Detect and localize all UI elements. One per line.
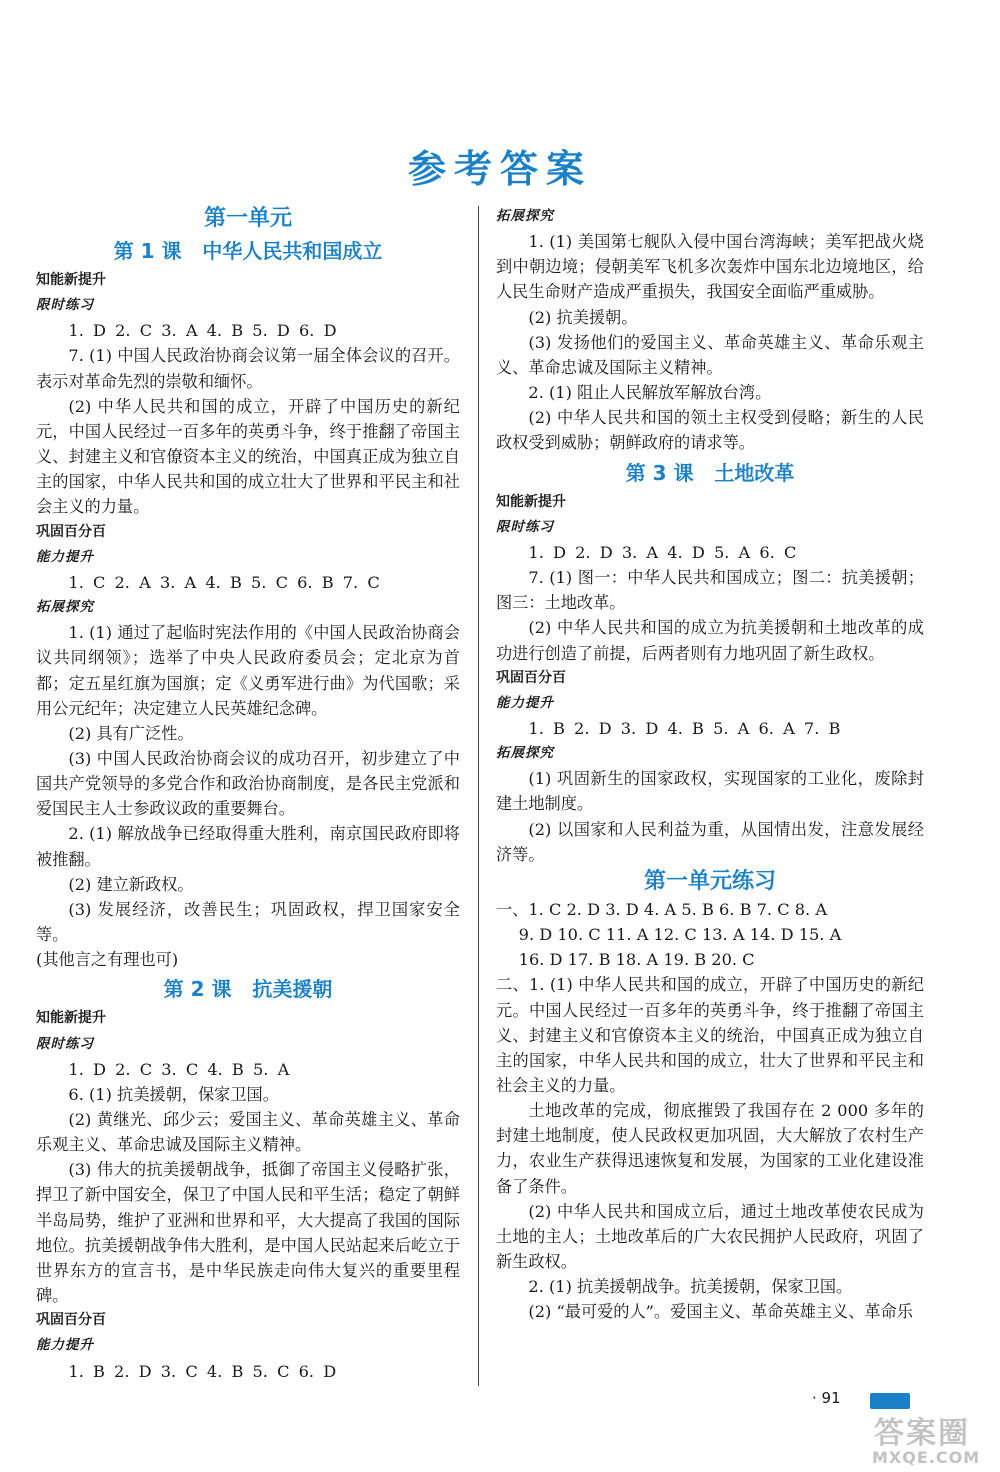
- subsection-label: 拓展探究: [496, 208, 554, 224]
- page-tab-marker: [870, 1393, 910, 1409]
- page-number: · 91: [812, 1389, 841, 1407]
- answer-paragraph: 1. (1) 美国第七舰队入侵中国台湾海峡；美军把战火烧到中朝边境；侵朝美军飞机多次轰炸中国东北边境地区，给人民生命财产造成严重损失，我国安全面临严重威胁。: [496, 232, 924, 302]
- section-label: 知能新提升: [496, 493, 566, 510]
- section-label: 知能新提升: [36, 272, 106, 288]
- answer-paragraph: 6. (1) 抗美援朝，保家卫国。: [68, 1084, 279, 1104]
- section-label: 知能新提升: [36, 1010, 106, 1027]
- answer-paragraph: 2. (1) 解放战争已经取得重大胜利，南京国民政府即将被推翻。: [36, 824, 460, 869]
- answer-paragraph: 7. (1) 图一：中华人民共和国成立；图二：抗美援朝；图三：土地改革。: [496, 568, 924, 613]
- answer-paragraph: (其他言之有理也可): [36, 950, 179, 970]
- answer-paragraph: 二、1. (1) 中华人民共和国的成立，开辟了中国历史的新纪元。中国人民经过一百多年的英勇斗争，终于推翻了帝国主义、封建主义和官僚资本主义的统治，中国真正成为独立自主的国家，中华人民共和国的成立，壮大了世界和平民主和社会主义的力量。: [496, 975, 924, 1095]
- answer-line: 9. D 10. C 11. A 12. C 13. A 14. D 15. A: [518, 925, 842, 945]
- subsection-label: 限时练习: [496, 518, 554, 535]
- left-column: [36, 204, 460, 1384]
- subsection-label: 拓展探究: [36, 599, 94, 616]
- answer-paragraph: (2) “最可爱的人”。爱国主义、革命英雄主义、革命乐: [528, 1302, 913, 1322]
- answer-line: 1. B 2. D 3. C 4. B 5. C 6. D: [68, 1361, 337, 1381]
- column-divider: [478, 206, 479, 1386]
- watermark-logo: [868, 1408, 996, 1468]
- subsection-label: 限时练习: [36, 297, 94, 314]
- answer-paragraph: (2) 具有广泛性。: [68, 723, 194, 743]
- answer-line: 1. B 2. D 3. D 4. B 5. A 6. A 7. B: [528, 718, 841, 738]
- lesson-title: 第 3 课 土地改革: [625, 460, 795, 485]
- answer-line: 16. D 17. B 18. A 19. B 20. C: [518, 950, 755, 970]
- answer-line: 1. C 2. A 3. A 4. B 5. C 6. B 7. C: [68, 572, 380, 592]
- answer-paragraph: 一、1. C 2. D 3. D 4. A 5. B 6. B 7. C 8. A: [496, 899, 828, 919]
- subsection-label: 能力提升: [36, 548, 94, 565]
- answer-paragraph: (2) 中华人民共和国的成立为抗美援朝和土地改革的成功进行创造了前提，后两者则有力地巩固了新生政权。: [496, 618, 924, 663]
- watermark-line2: MXQE.COM: [872, 1448, 981, 1467]
- answer-paragraph: 1. (1) 通过了起临时宪法作用的《中国人民政治协商会议共同纲领》；选举了中央人民政府委员会；定北京为首都；定五星红旗为国旗；定《义勇军进行曲》为代国歌；采用公元纪年；决定建立人民英雄纪念碑。: [36, 623, 460, 718]
- answer-paragraph: (2) 黄继光、邱少云；爱国主义、革命英雄主义、革命乐观主义、革命忠诚及国际主义精神。: [36, 1110, 460, 1155]
- answer-paragraph: (1) 巩固新生的国家政权，实现国家的工业化，废除封建土地制度。: [496, 769, 924, 814]
- answer-line: 1. D 2. C 3. A 4. B 5. D 6. D: [68, 321, 337, 341]
- section-label: 巩固百分百: [36, 523, 106, 540]
- lesson-title: 第 2 课 抗美援朝: [163, 977, 333, 1002]
- answer-paragraph: (2) 中华人民共和国成立后，通过土地改革使农民成为土地的主人；土地改革后的广大农民拥护人民政府，巩固了新生政权。: [496, 1201, 924, 1272]
- watermark-line1: 答案圈: [874, 1416, 970, 1451]
- answer-paragraph: (2) 以国家和人民利益为重，从国情出发，注意发展经济等。: [496, 819, 924, 864]
- unit-title: 第一单元: [203, 206, 292, 231]
- right-column: [496, 204, 924, 1325]
- subsection-label: 拓展探究: [496, 745, 554, 762]
- answer-paragraph: (2) 中华人民共和国的成立，开辟了中国历史的新纪元，中国人民经过一百多年的英勇斗争，终于推翻了帝国主义、封建主义和官僚资本主义的统治，中国真正成为独立自主的国家，中华人民共和国的成立壮大了世界和平民主和社会主义的力量。: [36, 396, 460, 517]
- answer-paragraph: (3) 发展经济，改善民生；巩固政权，捍卫国家安全等。: [36, 899, 460, 945]
- answer-paragraph: (3) 伟大的抗美援朝战争，抵御了帝国主义侵略扩张，捍卫了新中国安全，保卫了中国人民和平生活；稳定了朝鲜半岛局势，维护了亚洲和世界和平，大大提高了我国的国际地位。抗美援朝战争伟大胜利，是中国人民站起来后屹立于世界东方的宣言书，是中华民族走向伟大复兴的重要里程碑。: [36, 1160, 460, 1306]
- answer-paragraph: 2. (1) 阻止人民解放军解放台湾。: [528, 383, 772, 403]
- answer-paragraph: (3) 发扬他们的爱国主义、革命英雄主义、革命乐观主义、革命忠诚及国际主义精神。: [496, 332, 924, 377]
- answer-line: 1. D 2. C 3. C 4. B 5. A: [68, 1059, 290, 1079]
- answer-paragraph: 7. (1) 中国人民政治协商会议第一届全体会议的召开。表示对革命先烈的崇敬和缅怀。: [36, 346, 460, 391]
- section-label: 巩固百分百: [496, 669, 566, 686]
- answer-line: 1. D 2. D 3. A 4. D 5. A 6. C: [528, 542, 797, 562]
- unit-title: 第一单元练习: [643, 868, 776, 894]
- page-title: 参考答案: [407, 147, 592, 191]
- answer-paragraph: (3) 中国人民政治协商会议的成功召开，初步建立了中国共产党领导的多党合作和政治协商制度，是各民主党派和爱国民主人士参政议政的重要舞台。: [36, 748, 460, 819]
- lesson-title: 第 1 课 中华人民共和国成立: [113, 239, 383, 263]
- answer-paragraph: (2) 中华人民共和国的领土主权受到侵略；新生的人民政权受到威胁；朝鲜政府的请求等。: [496, 408, 924, 453]
- answer-paragraph: 土地改革的完成，彻底摧毁了我国存在 2 000 多年的封建土地制度，使人民政权更加巩固，大大解放了农村生产力，农业生产获得迅速恢复和发展，为国家的工业化建设准备了条件。: [496, 1101, 924, 1196]
- answer-paragraph: (2) 抗美援朝。: [528, 307, 638, 327]
- answer-paragraph: (2) 建立新政权。: [68, 874, 194, 894]
- section-label: 巩固百分百: [36, 1312, 106, 1329]
- answer-paragraph: 2. (1) 抗美援朝战争。抗美援朝，保家卫国。: [528, 1277, 853, 1297]
- subsection-label: 能力提升: [36, 1337, 94, 1354]
- subsection-label: 能力提升: [496, 694, 554, 711]
- subsection-label: 限时练习: [36, 1035, 94, 1052]
